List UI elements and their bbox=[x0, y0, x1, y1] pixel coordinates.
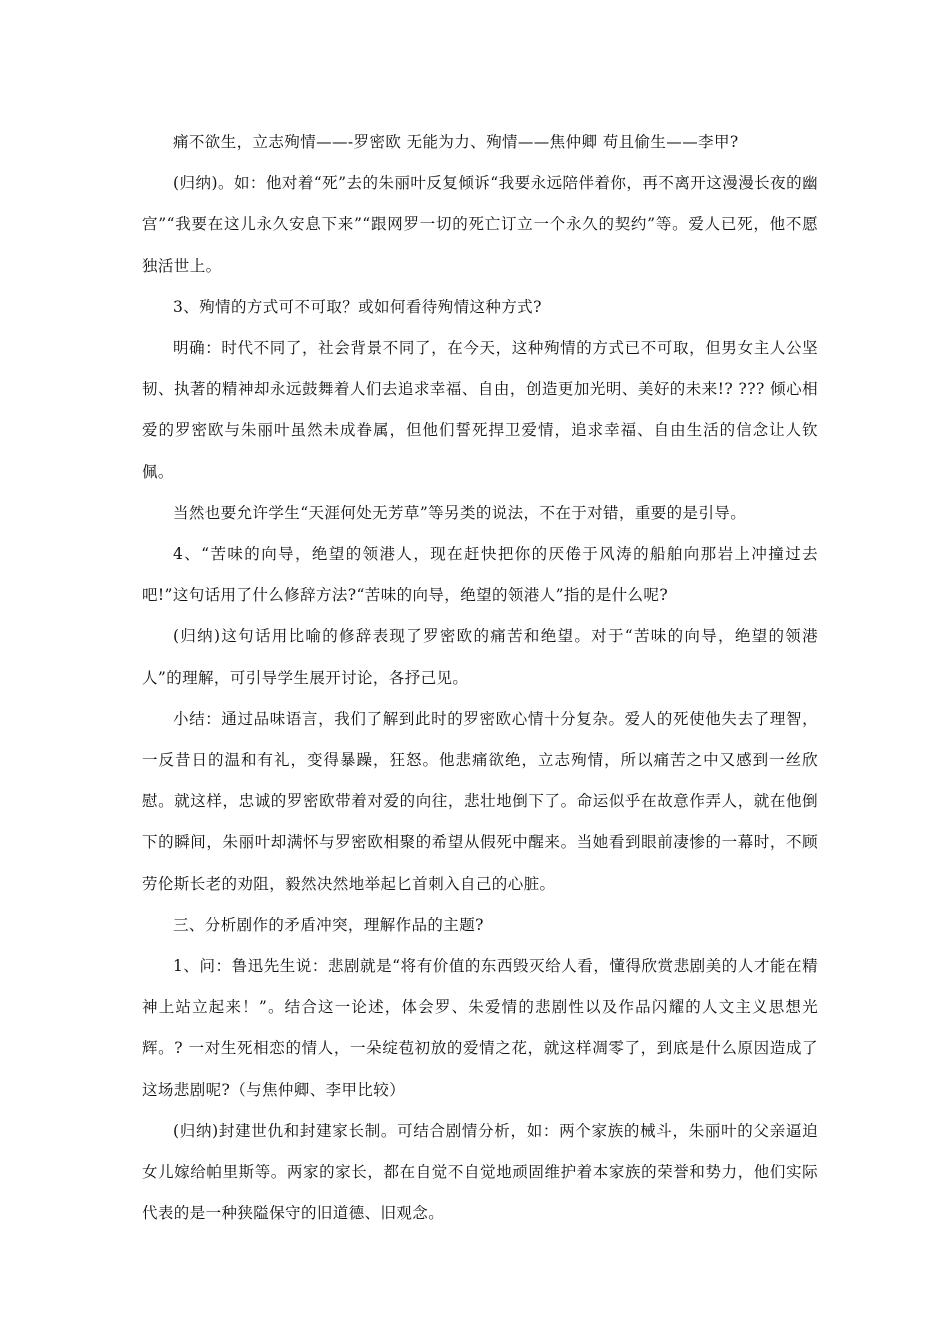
paragraph: 小结：通过品味语言，我们了解到此时的罗密欧心情十分复杂。爱人的死使他失去了理智，一反昔日的温和有礼，变得暴躁，狂怒。他悲痛欲绝，立志殉情，所以痛苦之中又感到一丝欣慰。就这样，忠诚的罗密欧带着对爱的向往，悲壮地倒下了。命运似乎在故意作弄人，就在他倒下的瞬间，朱丽叶却满怀与罗密欧相聚的希望从假死中醒来。当她看到眼前凄惨的一幕时，不顾劳伦斯长老的劝阻，毅然决然地举起匕首刺入自己的心脏。 bbox=[142, 709, 818, 893]
paragraph: 痛不欲生，立志殉情——-罗密欧 无能为力、殉情——焦仲卿 苟且偷生——李甲? bbox=[173, 133, 739, 151]
paragraph: 1、问：鲁迅先生说：悲剧就是“将有价值的东西毁灭给人看，懂得欣赏悲剧美的人才能在精神上站立起来！”。结合这一论述，体会罗、朱爱情的悲剧性以及作品闪耀的人文主义思想光辉。? 一对生死相恋的情人，一朵绽苞初放的爱情之花，就这样凋零了，到底是什么原因造成了这场悲剧呢?（与焦仲卿、李甲比较） bbox=[142, 957, 818, 1099]
paragraph: 3、殉情的方式可不可取？或如何看待殉情这种方式? bbox=[173, 297, 542, 316]
section-heading: 三、分析剧作的矛盾冲突，理解作品的主题? bbox=[173, 915, 484, 934]
paragraph: 当然也要允许学生“天涯何处无芳草”等另类的说法，不在于对错，重要的是引导。 bbox=[173, 503, 747, 522]
document-body bbox=[142, 122, 818, 1234]
paragraph: (归纳)这句话用比喻的修辞表现了罗密欧的痛苦和绝望。对于“苦味的向导，绝望的领港人”的理解，可引导学生展开讨论，各抒己见。 bbox=[142, 627, 818, 687]
paragraph: 明确：时代不同了，社会背景不同了，在今天，这种殉情的方式已不可取，但男女主人公坚韧、执著的精神却永远鼓舞着人们去追求幸福、自由，创造更加光明、美好的未来!? ??? 倾心相爱的罗密欧与朱丽叶虽然未成眷属，但他们誓死捍卫爱情，追求幸福、自由生活的信念让人钦佩。 bbox=[142, 339, 818, 481]
paragraph: (归纳)封建世仇和封建家长制。可结合剧情分析，如：两个家族的械斗，朱丽叶的父亲逼迫女儿嫁给帕里斯等。两家的家长，都在自觉不自觉地顽固维护着本家族的荣誉和势力，他们实际代表的是一种狭隘保守的旧道德、旧观念。 bbox=[142, 1121, 818, 1223]
paragraph: 4、“苦味的向导，绝望的领港人，现在赶快把你的厌倦于风涛的船舶向那岩上冲撞过去吧!”这句话用了什么修辞方法?“苦味的向导，绝望的领港人”指的是什么呢? bbox=[142, 545, 818, 605]
paragraph: (归纳)。如：他对着“死”去的朱丽叶反复倾诉“我要永远陪伴着你，再不离开这漫漫长夜的幽宫”“我要在这儿永久安息下来”“跟网罗一切的死亡订立一个永久的契约”等。爱人已死，他不愿独活世上。 bbox=[142, 174, 818, 275]
